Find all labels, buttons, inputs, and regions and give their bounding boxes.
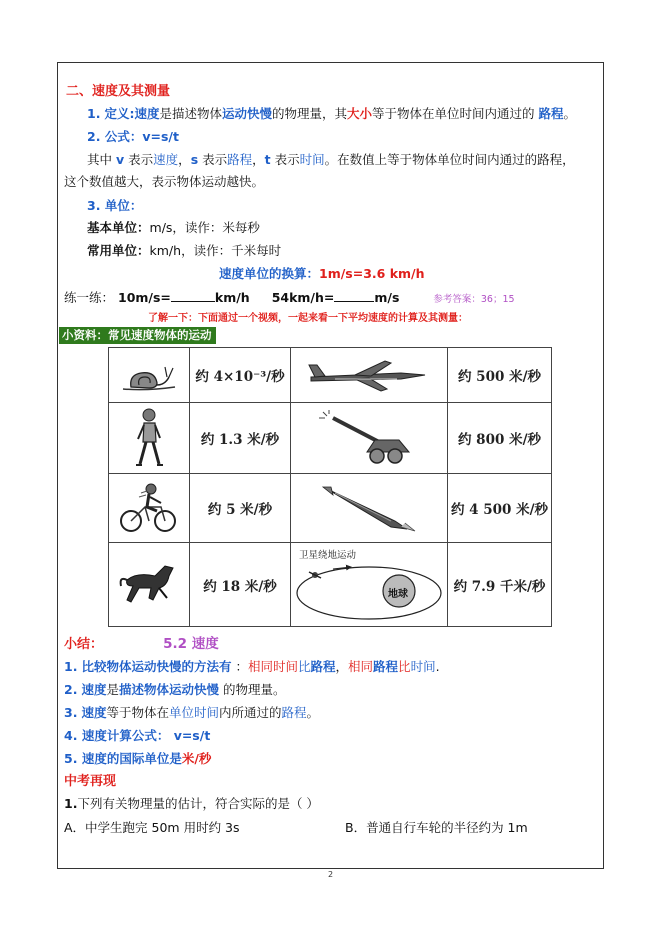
explain-text-2: 表示 [128,152,154,167]
summary-item-2 [64,682,285,698]
summary-label: 小结： [64,637,104,652]
cannon-icon [291,403,448,474]
speed-value-rocket: 约 4 500 米/秒 [448,474,552,543]
explain-s: s [190,152,199,167]
summary-num-3: 3. [64,705,78,720]
practice-blank-1[interactable] [171,290,215,302]
horse-icon [109,543,190,627]
summary-3-e: 路程 [281,705,307,720]
exam-heading: 中考再现 [64,774,117,789]
explain-v: v [116,152,125,167]
definition-line [87,106,576,122]
explain-text-4: 表示 [274,152,300,167]
speed-value-horse: 约 18 米/秒 [190,543,291,627]
cyclist-icon [109,474,190,543]
explain-text-3: 表示 [202,152,228,167]
definition-text-2: 的物理量，其 [271,106,347,121]
summary-2-c: 描述物体运动快慢 [118,682,219,697]
snail-icon [109,348,190,403]
speed-row [109,474,552,543]
definition-text-1: 是描述物体 [159,106,222,121]
common-unit-line [87,243,281,259]
speed-table [108,347,552,627]
summary-num-4: 4. [64,728,78,743]
speed-value-cannon: 约 800 米/秒 [448,403,552,474]
practice-label: 练一练： [64,290,115,305]
conversion-value: 1m/s=3.6 km/h [319,266,425,281]
common-unit-value: km/h，读作：千米每时 [149,243,282,258]
explain-comma-1: ， [178,152,191,167]
rocket-icon [291,474,448,543]
explain-text-1: 其中 [87,152,113,167]
definition-label: 定义: [104,106,135,121]
video-note: 了解一下：下面通过一个视频，一起来看一下平均速度的计算及其测量： [148,313,468,324]
explain-line-1 [87,152,575,168]
explain-time: 时间 [299,152,325,167]
speed-row [109,403,552,474]
definition-text-3: 等于物体在单位时间内通过的 [372,106,535,121]
speed-value-cyclist: 约 5 米/秒 [190,474,291,543]
summary-1-g: 相同 [348,659,374,674]
summary-1-h: 路程 [373,659,399,674]
units-num: 3. [87,198,101,213]
practice-blank-2[interactable] [334,290,374,302]
units-heading [87,198,142,214]
speed-value-jet: 约 500 米/秒 [448,348,552,403]
exam-question-num: 1. [64,796,78,811]
summary-item-3 [64,705,319,721]
walking-person-icon [109,403,190,474]
units-label: 单位： [104,198,143,213]
summary-3-a: 速度 [81,705,107,720]
speed-row [109,543,552,627]
summary-1-d: 比 [297,659,311,674]
basic-unit-label: 基本单位： [87,220,150,235]
definition-magnitude: 大小 [347,106,373,121]
conversion-line [219,266,425,282]
formula-line [87,129,179,145]
summary-1-e: 路程 [310,659,336,674]
basic-unit-value: m/s，读作：米每秒 [149,220,260,235]
summary-item-5 [64,751,211,767]
summary-2-b: 是 [106,682,119,697]
satellite-orbit-icon [291,543,448,627]
definition-speed: 速度 [134,106,160,121]
definition-path: 路程 [538,106,564,121]
formula-label: 公式： [104,129,143,144]
summary-1-a: 比较物体运动快慢的方法有 [81,659,232,674]
summary-1-k: . [435,659,440,674]
page-number: 2 [327,870,334,879]
formula-num: 2. [87,129,101,144]
summary-5-b: 米/秒 [181,751,212,766]
formula-value: v=s/t [142,129,179,144]
summary-1-j: 时间 [410,659,436,674]
summary-3-b: 等于物体在 [106,705,169,720]
explain-t: t [264,152,271,167]
summary-1-f: ， [335,659,349,674]
practice-line [64,290,515,308]
practice-q2-unit: m/s [374,290,400,305]
speed-value-walker: 约 1.3 米/秒 [190,403,291,474]
summary-1-b: ： [235,659,248,674]
info-bar: 小资料：常见速度物体的运动 [59,327,216,344]
practice-q1-unit: km/h [214,290,250,305]
summary-num-1: 1. [64,659,78,674]
common-unit-label: 常用单位： [87,243,150,258]
summary-5-a: 速度的国际单位是 [81,751,182,766]
summary-1-c: 相同时间 [247,659,298,674]
summary-4-a: 速度计算公式： [81,728,170,743]
exam-option-a: A．中学生跑完 50m 用时约 3s [64,820,240,835]
summary-3-d: 内所通过的 [218,705,282,720]
practice-q1-left: 10m/s= [118,290,171,305]
summary-2-a: 速度 [81,682,107,697]
summary-heading [64,636,219,653]
explain-line-2: 这个数值越大，表示物体运动越快。 [64,174,265,189]
earth-label: 地球 [388,588,408,600]
practice-answer: 参考答案：36；15 [433,294,515,305]
summary-3-c: 单位时间 [168,705,219,720]
summary-item-1 [64,659,440,675]
explain-comma-2: ， [252,152,265,167]
summary-title: 5.2 速度 [163,636,219,652]
summary-1-i: 比 [398,659,411,674]
definition-num: 1. [87,106,101,121]
summary-num-5: 5. [64,751,78,766]
basic-unit-line [87,220,260,236]
satellite-caption: 卫星绕地运动 [299,549,357,561]
exam-question-text: 下列有关物理量的估计，符合实际的是（ ） [77,796,319,811]
exam-question [64,796,319,812]
definition-end: 。 [563,106,577,121]
summary-num-2: 2. [64,682,78,697]
jet-plane-icon [291,348,448,403]
explain-path: 路程 [227,152,253,167]
summary-4-b: v=s/t [173,728,211,743]
section-heading: 二、速度及其测量 [66,84,171,99]
speed-value-snail: 约 4×10⁻³/秒 [190,348,291,403]
practice-q2-left: 54km/h= [271,290,335,305]
definition-motion: 运动快慢 [221,106,272,121]
summary-3-f: 。 [306,705,320,720]
exam-option-b: B．普通自行车轮的半径约为 1m [345,820,528,835]
summary-2-d: 的物理量。 [222,682,286,697]
explain-speed: 速度 [153,152,179,167]
speed-row [109,348,552,403]
conversion-label: 速度单位的换算： [219,266,320,281]
explain-text-5: 。在数值上等于物体单位时间内通过的路程， [324,152,575,167]
speed-value-satellite: 约 7.9 千米/秒 [448,543,552,627]
summary-item-4 [64,728,210,744]
